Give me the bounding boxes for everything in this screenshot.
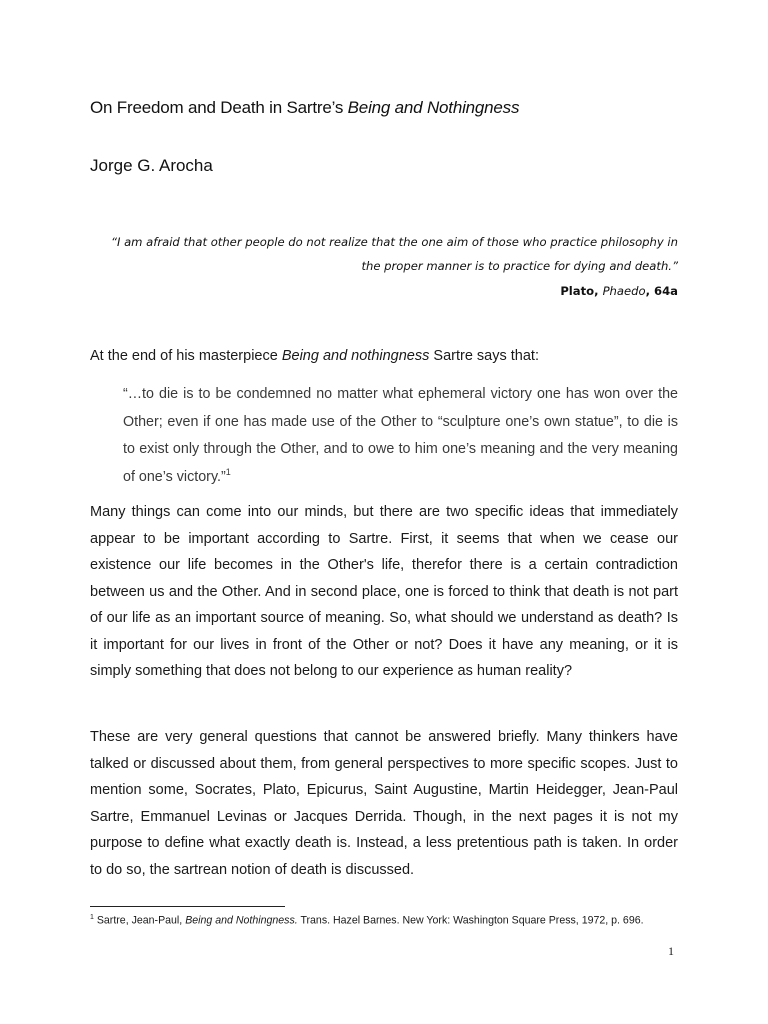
title-text: On Freedom and Death in Sartre’s	[90, 98, 348, 117]
epigraph-author: Plato,	[560, 284, 603, 298]
author-name: Jorge G. Arocha	[90, 156, 213, 175]
intro-emphasis: Being and nothingness	[281, 348, 430, 364]
intro-sentence	[90, 348, 539, 364]
epigraph-attribution	[400, 284, 678, 298]
footnote	[90, 914, 644, 927]
intro-after: Sartre says that:	[429, 348, 539, 364]
title-emphasis: Being and Nothingness	[347, 98, 520, 117]
footnote-number: 1	[90, 914, 94, 921]
footnote-details: Trans. Hazel Barnes. New York: Washington Square Press, 1972, p. 696.	[297, 914, 644, 927]
document-title	[90, 98, 519, 118]
intro-before: At the end of his masterpiece	[90, 348, 282, 364]
body-paragraph: These are very general questions that cannot be answered briefly. Many thinkers have talked or discussed about them, from general perspectives to more specific scopes. Just to mention some, Socrates, Plato, Epicurus, Saint Augustine, Martin Heidegger, Jean-Paul Sartre, Emmanuel Levinas or Jacques Derrida. Though, in the next pages it is not my purpose to define what exactly death is. Instead, a less pretentious path is taken. In order to do so, the sartrean notion of death is discussed.	[90, 729, 678, 878]
epigraph-quote: “I am afraid that other people do not realize that the one aim of those who practice philosophy in the proper manner is to practice for dying and death.”	[110, 235, 678, 273]
body-paragraph: Many things can come into our minds, but there are two specific ideas that immediately appear to be important according to Sartre. First, it seems that when we cease our existence our life becomes in the Other's life, therefor there is a certain contradiction between us and the Other. And in second place, one is forced to think that death is not part of our life as an important source of meaning. So, what should we understand as death? Is it important for our lives in front of the Other or not? Does it have any meaning, or it is simply something that does not belong to our experience as human reality?	[90, 504, 678, 679]
footnote-work: Being and Nothingness.	[185, 914, 298, 927]
footnote-divider	[90, 906, 285, 907]
page-number: 1	[668, 944, 674, 958]
footnote-reference[interactable]: 1	[225, 466, 231, 477]
block-quote-text: “…to die is to be condemned no matter what ephemeral victory one has won over the Other; even if one has made use of the Other to “sculpture one’s own statue”, to die is to exist only through the Other, and to owe to him one’s meaning and the very meaning of one’s victory.”	[123, 386, 678, 485]
epigraph-ref: , 64a	[645, 284, 678, 298]
footnote-author: Sartre, Jean-Paul,	[93, 914, 186, 927]
block-quote	[123, 381, 678, 491]
epigraph-work: Phaedo	[602, 284, 646, 298]
